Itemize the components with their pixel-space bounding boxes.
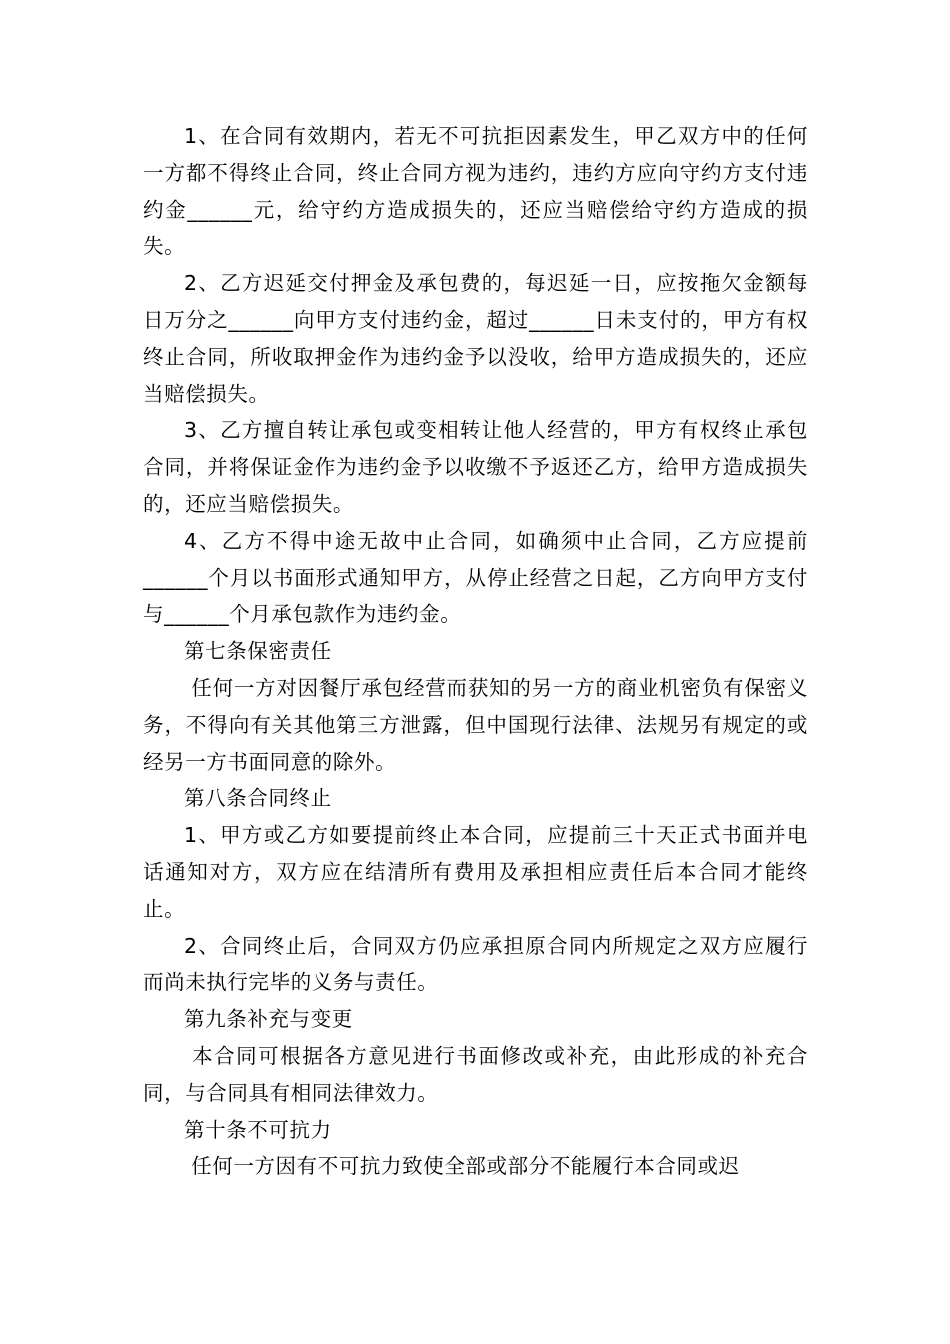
paragraph-clause-8-1: 1、甲方或乙方如要提前终止本合同，应提前三十天正式书面并电话通知对方，双方应在结清所有费用及承担相应责任后本合同才能终止。 [143,823,808,921]
heading-article-9: 第九条补充与变更 [184,1007,353,1032]
heading-article-7: 第七条保密责任 [184,639,332,664]
document-body [143,118,808,1185]
paragraph-article-10-body: 任何一方因有不可抗力致使全部或部分不能履行本合同或迟 [184,1154,740,1179]
paragraph-clause-6-1: 1、在合同有效期内，若无不可抗拒因素发生，甲乙双方中的任何一方都不得终止合同，终止合同方视为违约，违约方应向守约方支付违约金______元，给守约方造成损失的，还应当赔偿给守约方造成的损失。 [143,124,808,259]
paragraph-article-9-body: 本合同可根据各方意见进行书面修改或补充，由此形成的补充合同，与合同具有相同法律效力。 [143,1043,808,1105]
paragraph-clause-8-2: 2、合同终止后，合同双方仍应承担原合同内所规定之双方应履行而尚未执行完毕的义务与责任。 [143,933,808,995]
paragraph-clause-6-4: 4、乙方不得中途无故中止合同，如确须中止合同，乙方应提前______个月以书面形式通知甲方，从停止经营之日起，乙方向甲方支付与______个月承包款作为违约金。 [143,528,808,627]
paragraph-article-7-body: 任何一方对因餐厅承包经营而获知的另一方的商业机密负有保密义务，不得向有关其他第三方泄露，但中国现行法律、法规另有规定的或经另一方书面同意的除外。 [143,675,808,774]
heading-article-10: 第十条不可抗力 [184,1117,332,1142]
paragraph-clause-6-2: 2、乙方迟延交付押金及承包费的，每迟延一日，应按拖欠金额每日万分之______向甲方支付违约金，超过______日未支付的，甲方有权终止合同，所收取押金作为违约金予以没收，给甲方造成损失的，还应当赔偿损失。 [143,271,808,406]
paragraph-clause-6-3: 3、乙方擅自转让承包或变相转让他人经营的，甲方有权终止承包合同，并将保证金作为违约金予以收缴不予返还乙方，给甲方造成损失的，还应当赔偿损失。 [143,418,808,516]
heading-article-8: 第八条合同终止 [184,786,332,811]
